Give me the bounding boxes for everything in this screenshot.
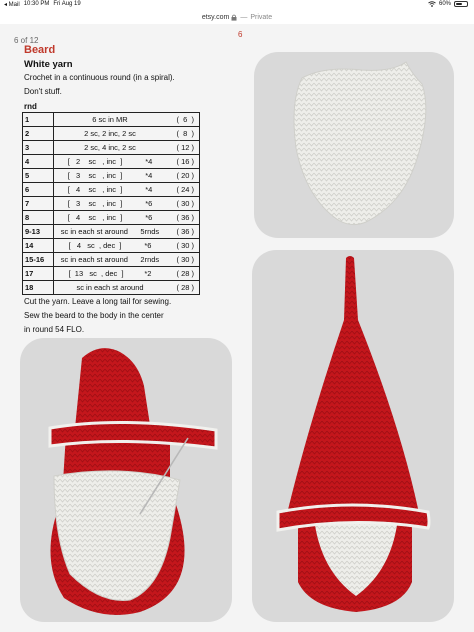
status-bar — [0, 0, 474, 10]
instruction-cell — [54, 155, 200, 169]
instruction-cell — [54, 281, 200, 295]
instruction-text: [ 3 sc , inc ] *4 — [67, 171, 153, 180]
rnd-number: 18 — [23, 281, 54, 295]
stitch-count: ( 36 ) — [176, 227, 194, 236]
instruction-text: [ 13 sc , dec ] *2 — [68, 269, 152, 278]
url-domain[interactable]: etsy.com — [201, 13, 230, 21]
status-date: Fri Aug 19 — [53, 1, 81, 7]
outro-line: Sew the beard to the body in the center — [24, 311, 164, 320]
beard-piece-photo — [254, 52, 454, 238]
stitch-count: ( 30 ) — [176, 199, 194, 208]
instruction-text: [ 4 sc , dec ] *6 — [68, 241, 152, 250]
private-mode-label: Private — [250, 13, 273, 21]
instruction-text: 2 sc, 2 inc, 2 sc — [84, 129, 136, 138]
status-time: 10:30 PM — [23, 1, 50, 7]
instruction-cell — [54, 127, 200, 141]
table-row — [23, 155, 200, 169]
stitch-count: ( 8 ) — [176, 129, 194, 138]
table-row — [23, 267, 200, 281]
page-counter: 6 of 12 — [14, 36, 39, 45]
stitch-count: ( 6 ) — [176, 115, 194, 124]
lock-icon — [231, 14, 237, 21]
rnd-number: 15-16 — [23, 253, 54, 267]
stitch-count: ( 30 ) — [176, 255, 194, 264]
instruction-text: [ 4 sc , inc ] *4 — [67, 185, 153, 194]
instruction-text: sc in each st around 5rnds — [60, 227, 160, 236]
instruction-cell — [54, 211, 200, 225]
table-row — [23, 281, 200, 295]
instruction-text: 6 sc in MR — [92, 115, 128, 124]
intro-line: Don't stuff. — [24, 87, 62, 96]
instruction-text: sc in each st around 2rnds — [60, 255, 160, 264]
stitch-count: ( 28 ) — [176, 269, 194, 278]
instruction-cell — [54, 197, 200, 211]
table-row — [23, 127, 200, 141]
table-row — [23, 169, 200, 183]
instruction-text: [ 4 sc , inc ] *6 — [67, 213, 153, 222]
instruction-text: [ 2 sc , inc ] *4 — [67, 157, 153, 166]
table-row — [23, 183, 200, 197]
instruction-cell — [54, 183, 200, 197]
table-row — [23, 141, 200, 155]
rnd-number: 4 — [23, 155, 54, 169]
finished-gnome-photo — [252, 250, 454, 622]
sewing-beard-photo — [20, 338, 232, 622]
battery-percent: 60% — [438, 1, 451, 7]
pattern-table — [22, 112, 200, 295]
rnd-number: 9-13 — [23, 225, 54, 239]
instruction-cell — [54, 169, 200, 183]
stitch-count: ( 12 ) — [176, 143, 194, 152]
stitch-count: ( 30 ) — [176, 241, 194, 250]
back-to-mail-link[interactable]: ◂ Mail — [4, 2, 20, 8]
intro-line: Crochet in a continuous round (in a spiral). — [24, 73, 175, 82]
subtitle: White yarn — [24, 59, 73, 70]
instruction-text: [ 3 sc , inc ] *6 — [67, 199, 153, 208]
rnd-number: 5 — [23, 169, 54, 183]
table-row — [23, 197, 200, 211]
rnd-number: 7 — [23, 197, 54, 211]
stitch-count: ( 20 ) — [176, 171, 194, 180]
rnd-number: 1 — [23, 113, 54, 127]
stitch-count: ( 16 ) — [176, 157, 194, 166]
table-row — [23, 225, 200, 239]
stitch-count: ( 24 ) — [176, 185, 194, 194]
address-bar[interactable] — [0, 10, 474, 24]
battery-level — [456, 3, 462, 5]
rnd-number: 14 — [23, 239, 54, 253]
table-row — [23, 211, 200, 225]
instruction-cell — [54, 253, 200, 267]
instruction-cell — [54, 113, 200, 127]
table-row — [23, 253, 200, 267]
outro-line: in round 54 FLO. — [24, 325, 85, 334]
battery-icon — [454, 1, 468, 7]
table-header: rnd — [24, 102, 37, 111]
rnd-number: 6 — [23, 183, 54, 197]
table-row — [23, 113, 200, 127]
instruction-cell — [54, 267, 200, 281]
rnd-number: 17 — [23, 267, 54, 281]
instruction-text: sc in each st around — [76, 283, 144, 292]
outro-line: Cut the yarn. Leave a long tail for sewing. — [24, 297, 172, 306]
instruction-cell — [54, 141, 200, 155]
stitch-count: ( 36 ) — [176, 213, 194, 222]
page-number: 6 — [238, 30, 243, 39]
table-row — [23, 239, 200, 253]
instruction-cell — [54, 225, 200, 239]
rnd-number: 8 — [23, 211, 54, 225]
rnd-number: 2 — [23, 127, 54, 141]
wifi-icon — [428, 1, 436, 7]
instruction-text: 2 sc, 4 inc, 2 sc — [84, 143, 136, 152]
section-title: Beard — [24, 44, 56, 56]
url-separator: — — [240, 13, 248, 21]
rnd-number: 3 — [23, 141, 54, 155]
instruction-cell — [54, 239, 200, 253]
stitch-count: ( 28 ) — [176, 283, 194, 292]
